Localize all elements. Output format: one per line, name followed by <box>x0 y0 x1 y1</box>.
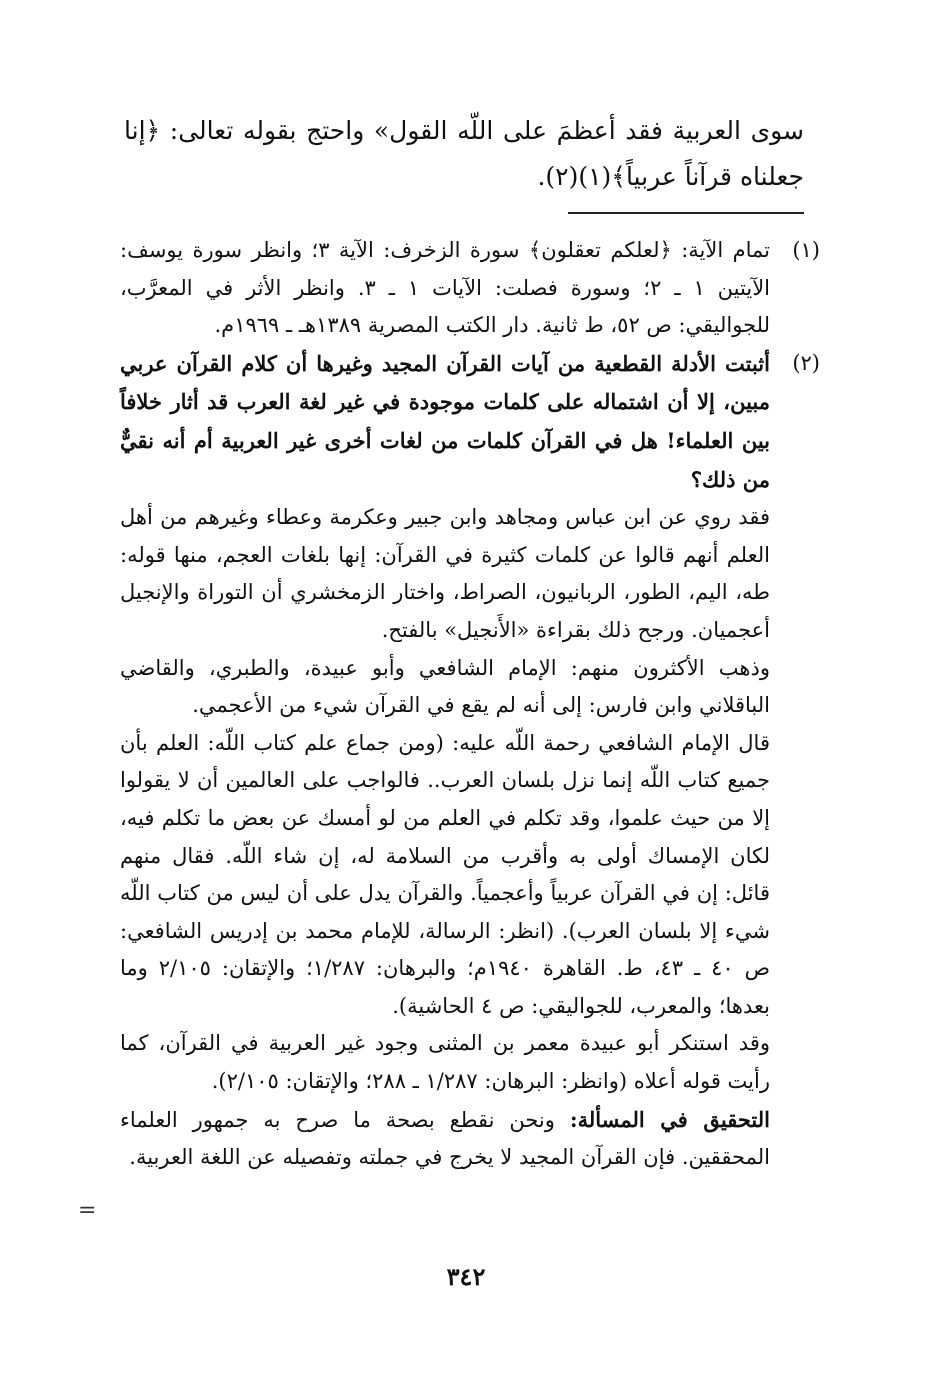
page-number: ٣٤٢ <box>446 1262 486 1291</box>
footnote-2-paragraph-6-text: ونحن نقطع بصحة ما صرح به جمهور العلماء المحققين. فإن القرآن المجيد لا يخرج في جملته وتفصيله عن اللغة العربية. <box>120 1107 770 1170</box>
footnote-separator <box>568 212 804 214</box>
footnote-2-number: (٢) <box>792 350 820 375</box>
footnote-2-paragraph-4: قال الإمام الشافعي رحمة اللّه عليه: (ومن جماع علم كتاب اللّه: العلم بأن جميع كتاب اللّه إنما نزل بلسان العرب.. فالواجب على العالمين أن لا يقولوا إلا من حيث علموا، وقد تكلم في العلم من لو أمسك عن بعض ما تكلم فيه، لكان الإمساك أولى به وأقرب من السلامة له، إن شاء اللّه. فقال منهم قائل: إن في القرآن عربياً وأعجمياً. والقرآن يدل على أن ليس من كتاب اللّه شيء إلا بلسان العرب). (انظر: الرسالة، للإمام محمد بن إدريس الشافعي: ص ٤٠ ـ ٤٣، ط. القاهرة ١٩٤٠م؛ والبرهان: ١/٢٨٧؛ والإتقان: ٢/١٠٥ وما بعدها؛ والمعرب، للجواليقي: ص ٤ الحاشية). <box>120 730 770 1018</box>
main-paragraph: سوى العربية فقد أعظمَ على اللّه القول» واحتج بقوله تعالى: ﴿إنا جعلناه قرآناً عربياً﴾(١)(٢). <box>124 116 804 191</box>
footnote-2-paragraph-6 <box>120 1101 820 1177</box>
main-body-text <box>124 108 804 200</box>
footnote-2-paragraph-1: أثبتت الأدلة القطعية من آيات القرآن المجيد وغيرها أن كلام القرآن عربي مبين، إلا أن اشتماله على كلمات موجودة في غير لغة العرب قد أثار خلافاً بين العلماء! هل في القرآن كلمات من لغات أخرى غير العربية أم أنه نقيٌّ من ذلك؟ <box>120 350 770 492</box>
footnote-2-paragraph-2: فقد روي عن ابن عباس ومجاهد وابن جبير وعكرمة وعطاء وغيرهم من أهل العلم أنهم قالوا عن كلمات كثيرة في القرآن: إنها بلغات العجم، منها قوله: طه، اليم، الطور، الربانيون، الصراط، واختار الزمخشري أن التوراة والإنجيل أعجميان. ورجح ذلك بقراءة «الأَنجيل» بالفتح. <box>120 505 770 642</box>
footnotes <box>120 232 820 1177</box>
footnote-2-paragraph-3: وذهب الأكثرون منهم: الإمام الشافعي وأبو عبيدة، والطبري، والقاضي الباقلاني وابن فارس: إلى أنه لم يقع في القرآن شيء من الأعجمي. <box>120 655 770 718</box>
footnote-1-number: (١) <box>792 238 820 262</box>
margin-continuation-mark: = <box>78 1198 97 1223</box>
footnote-2-paragraph-5: وقد استنكر أبو عبيدة معمر بن المثنى وجود غير العربية في القرآن، كما رأيت قوله أعلاه (وانظر: البرهان: ١/٢٨٧ ـ ٢٨٨؛ والإتقان: ٢/١٠٥). <box>120 1031 770 1094</box>
footnote-2 <box>120 345 820 499</box>
footnote-2-heading: التحقيق في المسألة: <box>569 1106 770 1132</box>
footnote-1 <box>120 232 820 345</box>
footnote-1-text: تمام الآية: ﴿لعلكم تعقلون﴾ سورة الزخرف: الآية ٣؛ وانظر سورة يوسف: الآيتين ١ ـ ٢؛ وسورة فصلت: الآيات ١ ـ ٣. وانظر الأثر في المعرَّب، للجواليقي: ص ٥٢، ط ثانية. دار الكتب المصرية ١٣٨٩هـ ـ ١٩٦٩م. <box>120 238 771 338</box>
